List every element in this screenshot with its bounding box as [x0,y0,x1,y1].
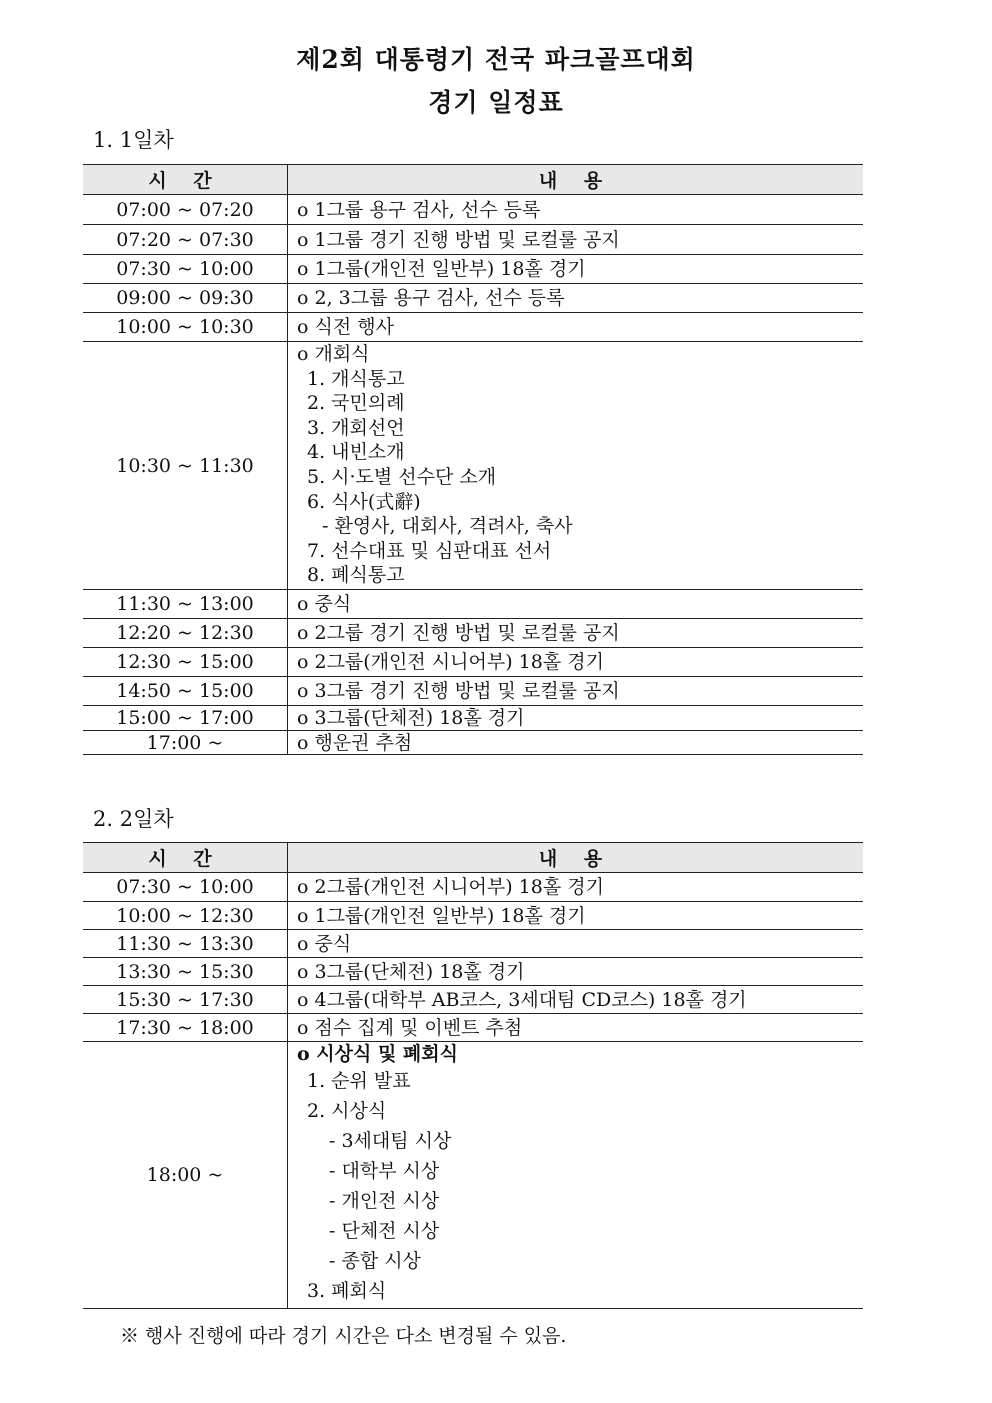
content-cell: o 1그룹(개인전 일반부) 18홀 경기 [288,902,864,930]
content-cell [288,342,864,590]
ceremony-title: o 시상식 및 폐회식 [297,1043,458,1065]
day1-schedule-table [83,164,863,755]
table-row [83,677,863,706]
content-cell: o 4그룹(대학부 AB코스, 3세대팀 CD코스) 18홀 경기 [288,986,864,1014]
content-cell: o 2그룹(개인전 시니어부) 18홀 경기 [288,873,864,902]
table-row [83,873,863,902]
table-row [83,590,863,619]
content-cell: o 행운권 추첨 [288,731,864,755]
content-cell: o 2그룹 경기 진행 방법 및 로컬룰 공지 [288,619,864,648]
document-subtitle: 경기 일정표 [428,88,564,117]
ceremony-item: 1. 순위 발표 [307,1070,411,1092]
content-header: 내 용 [288,165,864,195]
ceremony-subitem: - 대학부 시상 [329,1160,440,1182]
table-row [83,195,863,225]
time-cell: 10:30 ~ 11:30 [83,342,288,590]
ceremony-item: 2. 시상식 [307,1100,387,1122]
ceremony-item: 2. 국민의례 [307,392,405,415]
ceremony-subitem: - 3세대팀 시상 [329,1130,452,1152]
day2-schedule-table [83,842,863,1309]
content-cell: o 3그룹(단체전) 18홀 경기 [288,958,864,986]
table-row [83,986,863,1014]
document-title: 제2회 대통령기 전국 파크골프대회 [296,45,696,74]
content-cell: o 점수 집계 및 이벤트 추첨 [288,1014,864,1042]
ceremony-subitem: - 개인전 시상 [329,1190,440,1212]
table-row [83,648,863,677]
ceremony-title: o 개회식 [297,343,370,365]
content-cell: o 1그룹 용구 검사, 선수 등록 [288,195,864,225]
content-cell: o 중식 [288,930,864,958]
time-cell: 13:30 ~ 15:30 [83,958,288,986]
time-cell: 07:30 ~ 10:00 [83,255,288,284]
ceremony-item: 1. 개식통고 [307,367,405,390]
time-cell: 11:30 ~ 13:30 [83,930,288,958]
time-cell: 07:30 ~ 10:00 [83,873,288,902]
table-row [83,930,863,958]
ceremony-item: 3. 개회선언 [307,416,405,439]
table-row-closing-ceremony [83,1042,863,1309]
ceremony-item: 6. 식사(式辭) [307,490,421,513]
table-row-opening-ceremony [83,342,863,590]
table-row [83,284,863,313]
time-cell: 10:00 ~ 12:30 [83,902,288,930]
time-cell: 09:00 ~ 09:30 [83,284,288,313]
table-row [83,958,863,986]
content-cell: o 3그룹 경기 진행 방법 및 로컬룰 공지 [288,677,864,706]
time-cell: 07:20 ~ 07:30 [83,225,288,255]
content-cell: o 1그룹 경기 진행 방법 및 로컬룰 공지 [288,225,864,255]
table-row [83,255,863,284]
ceremony-item: 5. 시·도별 선수단 소개 [307,465,497,488]
ceremony-item: 8. 폐식통고 [307,564,405,587]
time-cell: 14:50 ~ 15:00 [83,677,288,706]
time-cell: 07:00 ~ 07:20 [83,195,288,225]
time-cell: 12:30 ~ 15:00 [83,648,288,677]
time-cell: 10:00 ~ 10:30 [83,313,288,342]
table-header-row [83,165,863,195]
content-cell: o 2, 3그룹 용구 검사, 선수 등록 [288,284,864,313]
time-cell: 15:30 ~ 17:30 [83,986,288,1014]
ceremony-item: 3. 폐회식 [307,1280,387,1302]
time-header: 시 간 [83,165,288,195]
day1-heading: 1. 1일차 [93,128,174,152]
time-cell: 17:00 ~ [83,731,288,755]
time-header: 시 간 [83,843,288,873]
table-row [83,902,863,930]
ceremony-item: 7. 선수대표 및 심판대표 선서 [307,539,552,562]
ceremony-subitem: - 단체전 시상 [329,1220,440,1242]
day2-heading: 2. 2일차 [93,807,174,831]
content-header: 내 용 [288,843,864,873]
content-cell: o 2그룹(개인전 시니어부) 18홀 경기 [288,648,864,677]
ceremony-subitem: - 종합 시상 [329,1250,421,1272]
table-row [83,225,863,255]
time-cell: 17:30 ~ 18:00 [83,1014,288,1042]
time-cell: 18:00 ~ [83,1042,288,1309]
table-row [83,706,863,731]
ceremony-item: 4. 내빈소개 [307,441,405,464]
table-row [83,619,863,648]
table-header-row [83,843,863,873]
content-cell: o 식전 행사 [288,313,864,342]
content-cell: o 1그룹(개인전 일반부) 18홀 경기 [288,255,864,284]
time-cell: 12:20 ~ 12:30 [83,619,288,648]
ceremony-subitem: - 환영사, 대회사, 격려사, 축사 [322,515,573,538]
table-row [83,731,863,755]
content-cell: o 중식 [288,590,864,619]
time-cell: 11:30 ~ 13:00 [83,590,288,619]
content-cell [288,1042,864,1309]
table-row [83,313,863,342]
table-row [83,1014,863,1042]
footnote: ※ 행사 진행에 따라 경기 시간은 다소 변경될 수 있음. [120,1325,567,1347]
content-cell: o 3그룹(단체전) 18홀 경기 [288,706,864,731]
time-cell: 15:00 ~ 17:00 [83,706,288,731]
